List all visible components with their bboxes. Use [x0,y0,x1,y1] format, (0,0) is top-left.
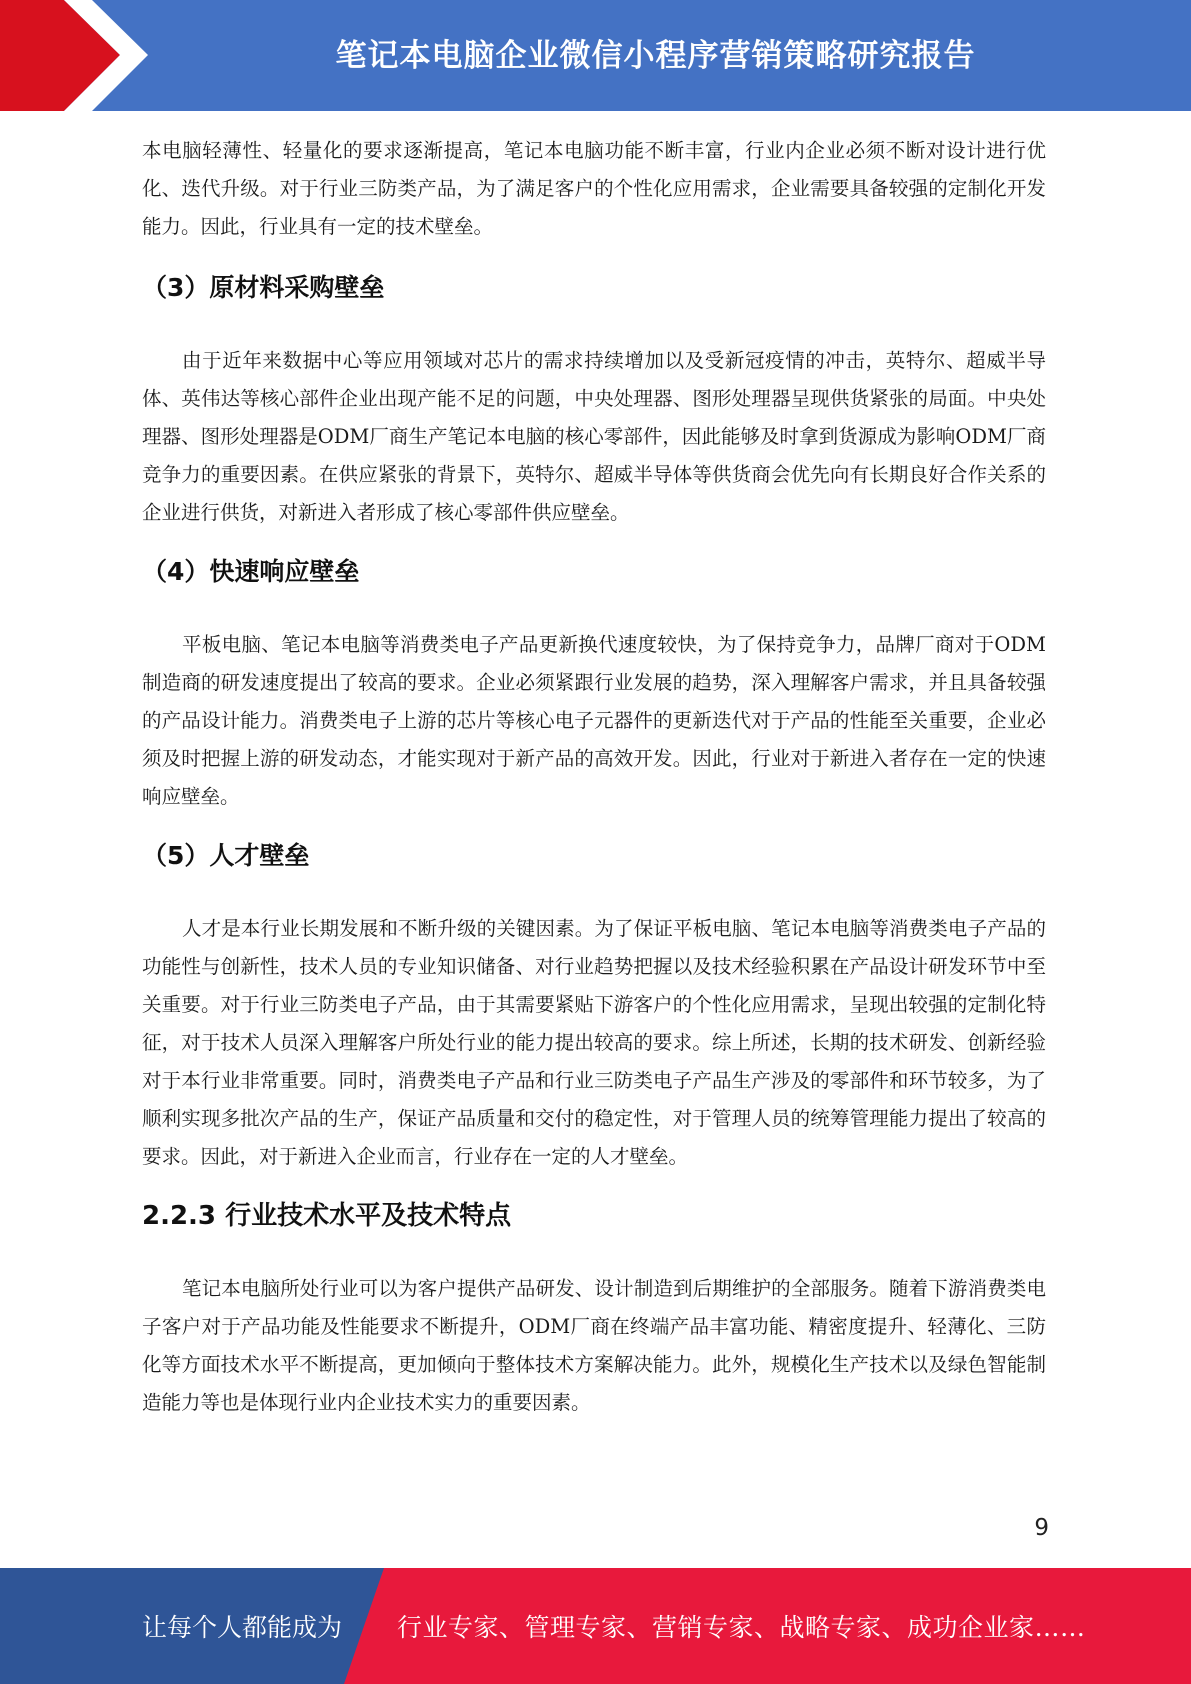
paragraph-fast-response-barrier: 平板电脑、笔记本电脑等消费类电子产品更新换代速度较快，为了保持竞争力，品牌厂商对于ODM制造商的研发速度提出了较高的要求。企业必须紧跟行业发展的趋势，深入理解客户需求，并且具备较强的产品设计能力。消费类电子上游的芯片等核心电子元器件的更新迭代对于产品的性能至关重要，企业必须及时把握上游的研发动态，才能实现对于新产品的高效开发。因此，行业对于新进入者存在一定的快速响应壁垒。 [142,633,1046,808]
header-banner [0,0,1191,111]
paragraph-raw-material-barrier: 由于近年来数据中心等应用领域对芯片的需求持续增加以及受新冠疫情的冲击，英特尔、超威半导体、英伟达等核心部件企业出现产能不足的问题，中央处理器、图形处理器呈现供货紧张的局面。中央处理器、图形处理器是ODM厂商生产笔记本电脑的核心零部件，因此能够及时拿到货源成为影响ODM厂商竞争力的重要因素。在供应紧张的背景下，英特尔、超威半导体等供货商会优先向有长期良好合作关系的企业进行供货，对新进入者形成了核心零部件供应壁垒。 [142,349,1046,524]
footer-banner [0,1568,1191,1684]
page-number: 9 [1034,1515,1049,1541]
paragraph-talent-barrier: 人才是本行业长期发展和不断升级的关键因素。为了保证平板电脑、笔记本电脑等消费类电子产品的功能性与创新性，技术人员的专业知识储备、对行业趋势把握以及技术经验积累在产品设计研发环节中至关重要。对于行业三防类电子产品，由于其需要紧贴下游客户的个性化应用需求，呈现出较强的定制化特征，对于技术人员深入理解客户所处行业的能力提出较高的要求。综上所述，长期的技术研发、创新经验对于本行业非常重要。同时，消费类电子产品和行业三防类电子产品生产涉及的零部件和环节较多，为了顺利实现多批次产品的生产，保证产品质量和交付的稳定性，对于管理人员的统筹管理能力提出了较高的要求。因此，对于新进入企业而言，行业存在一定的人才壁垒。 [142,917,1046,1168]
header-arrow-shape [0,0,160,111]
document-body [142,132,1046,1422]
page-title: 笔记本电脑企业微信小程序营销策略研究报告 [335,38,976,74]
paragraph-intro: 本电脑轻薄性、轻量化的要求逐渐提高，笔记本电脑功能不断丰富，行业内企业必须不断对设计进行优化、迭代升级。对于行业三防类产品，为了满足客户的个性化应用需求，企业需要具备较强的定制化开发能力。因此，行业具有一定的技术壁垒。 [142,139,1046,238]
heading-raw-material-barrier: （3）原材料采购壁垒 [142,273,385,302]
heading-talent-barrier: （5）人才壁垒 [142,841,310,870]
paragraph-technology-level: 笔记本电脑所处行业可以为客户提供产品研发、设计制造到后期维护的全部服务。随着下游消费类电子客户对于产品功能及性能要求不断提升，ODM厂商在终端产品丰富功能、精密度提升、轻薄化、三防化等方面技术水平不断提高，更加倾向于整体技术方案解决能力。此外，规模化生产技术以及绿色智能制造能力等也是体现行业内企业技术实力的重要因素。 [142,1277,1046,1414]
heading-fast-response-barrier: （4）快速响应壁垒 [142,557,360,586]
footer-slogan-right: 行业专家、管理专家、营销专家、战略专家、成功企业家…… [397,1613,1086,1642]
footer-slogan-left: 让每个人都能成为 [142,1613,343,1642]
section-heading-2-2-3: 2.2.3 行业技术水平及技术特点 [142,1201,512,1231]
